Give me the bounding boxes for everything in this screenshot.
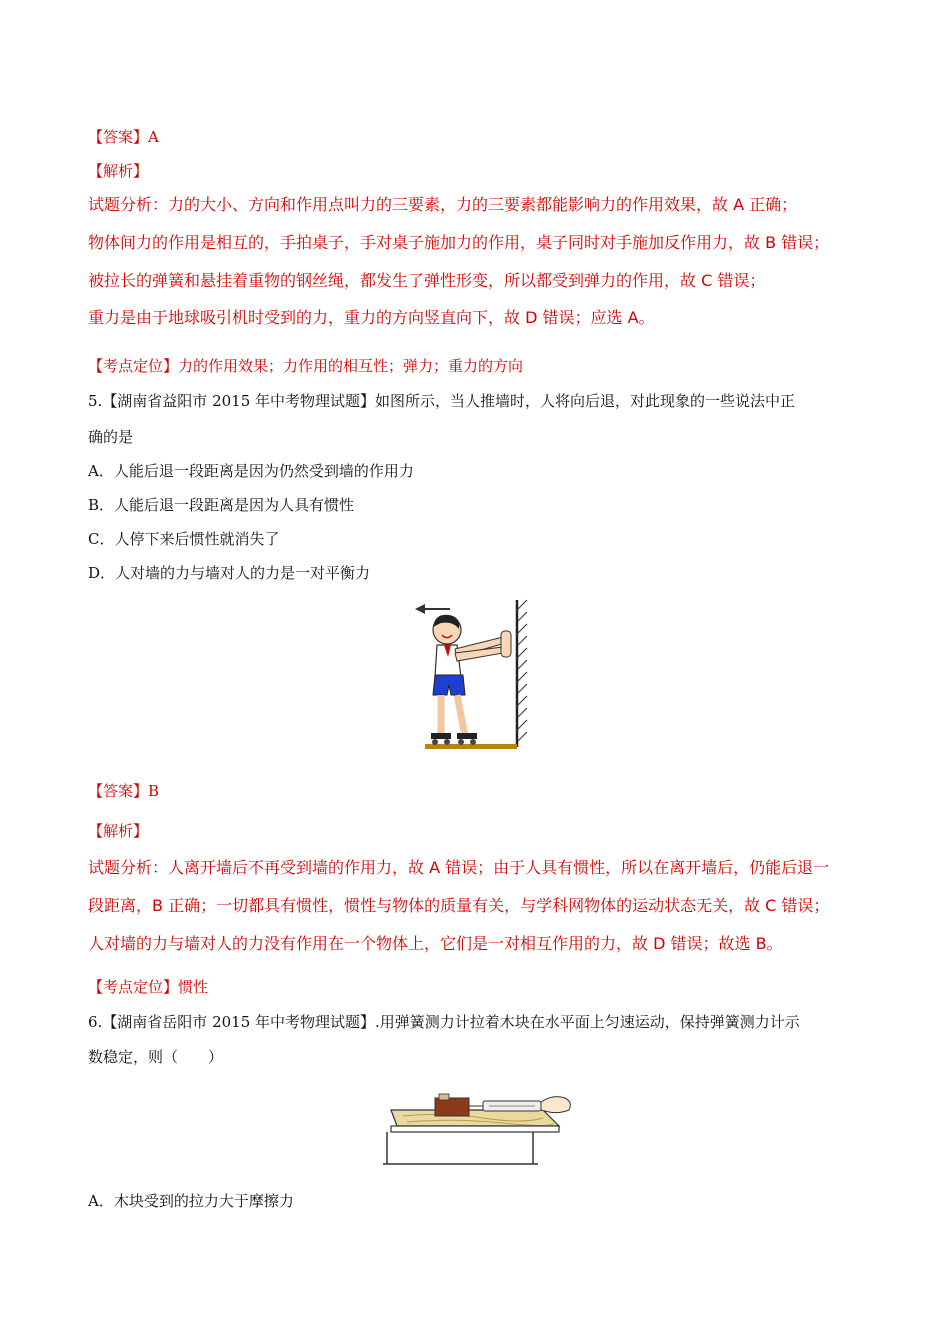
kaodian-value: 力的作用效果；力作用的相互性；弹力；重力的方向 — [178, 357, 524, 375]
q5-stem-line-2: 确的是 — [88, 428, 134, 446]
q5-option-d: D．人对墙的力与墙对人的力是一对平衡力 — [88, 564, 371, 582]
q4-analysis-line-1: 试题分析：力的大小、方向和作用点叫力的三要素，力的三要素都能影响力的作用效果，故 A 正确； — [88, 195, 798, 214]
q5-analysis-line-2: 段距离，B 正确；一切都具有惯性，惯性与物体的质量有关，与学科网物体的运动状态无关，故 C 错误； — [88, 896, 830, 915]
q5-analysis-tag — [88, 820, 148, 842]
q4-analysis-tag — [88, 160, 148, 182]
q4-kaodian — [88, 355, 523, 377]
answer-tag: 【答案】 — [88, 128, 149, 146]
q4-analysis-line-2: 物体间力的作用是相互的，手拍桌子，手对桌子施加力的作用，桌子同时对手施加反作用力，故 B 错误； — [88, 233, 830, 252]
q5-analysis-line-3: 人对墙的力与墙对人的力没有作用在一个物体上，它们是一对相互作用的力，故 D 错误；故选 B。 — [88, 934, 783, 953]
skate-left — [431, 733, 451, 739]
analysis-tag: 【解析】 — [88, 162, 149, 180]
q5-answer — [88, 780, 159, 802]
table-edge — [391, 1126, 559, 1132]
q4-answer — [88, 126, 159, 148]
q6-stem-line-2: 数稳定，则（ ） — [88, 1048, 224, 1066]
q6-option-a: A．木块受到的拉力大于摩擦力 — [88, 1192, 294, 1210]
kaodian-tag: 【考点定位】 — [88, 357, 179, 375]
answer-value: B — [148, 782, 160, 800]
floor — [425, 744, 517, 749]
boy-leg-right — [457, 695, 465, 735]
q6-stem-line-1: 6.【湖南省岳阳市 2015 年中考物理试题】.用弹簧测力计拉着木块在水平面上匀速运动，保持弹簧测力计示 — [88, 1013, 800, 1031]
q5-analysis-line-1: 试题分析：人离开墙后不再受到墙的作用力，故 A 错误；由于人具有惯性，所以在离开墙后，仍能后退一 — [88, 858, 830, 877]
boy-mouth — [442, 635, 452, 638]
answer-value: A — [148, 128, 159, 146]
table-top — [391, 1110, 559, 1126]
boy-pushing-wall-figure — [395, 595, 540, 755]
boy-shorts — [433, 675, 465, 695]
kaodian-tag: 【考点定位】 — [88, 978, 179, 996]
answer-tag: 【答案】 — [88, 782, 149, 800]
boy-hands — [501, 631, 511, 657]
q5-kaodian — [88, 976, 208, 998]
spring-scale-table-figure — [383, 1088, 579, 1168]
wall-hatching — [517, 600, 527, 742]
hand-icon — [541, 1097, 570, 1113]
wooden-block — [435, 1098, 469, 1116]
q5-option-a: A．人能后退一段距离是因为仍然受到墙的作用力 — [88, 462, 414, 480]
analysis-tag: 【解析】 — [88, 822, 149, 840]
q4-analysis-line-3: 被拉长的弹簧和悬挂着重物的钢丝绳，都发生了弹性形变，所以都受到弹力的作用，故 C 错误； — [88, 271, 766, 290]
arrow-head-icon — [415, 604, 425, 614]
q4-analysis-line-4: 重力是由于地球吸引机时受到的力，重力的方向竖直向下，故 D 错误；应选 A。 — [88, 308, 655, 327]
kaodian-value: 惯性 — [178, 978, 209, 996]
q5-stem-line-1: 5.【湖南省益阳市 2015 年中考物理试题】如图所示，当人推墙时，人将向后退，对此现象的一些说法中正 — [88, 392, 796, 410]
skate-right — [457, 733, 477, 739]
q5-option-b: B．人能后退一段距离是因为人具有惯性 — [88, 496, 355, 514]
q5-option-c: C．人停下来后惯性就消失了 — [88, 530, 280, 548]
